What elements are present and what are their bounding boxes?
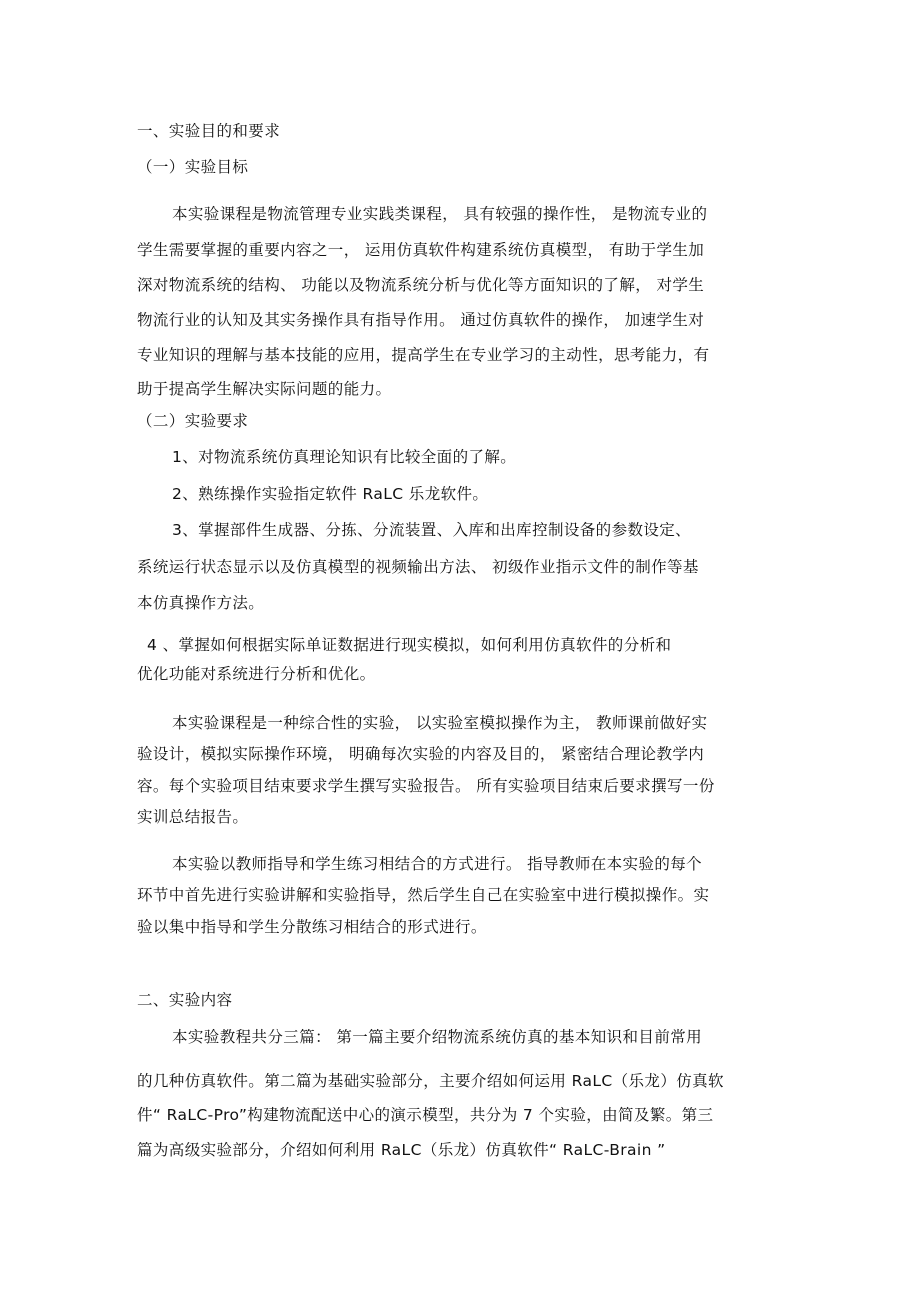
- req-line: 4 、掌握如何根据实际单证数据进行现实模拟，如何利用仿真软件的分析和: [147, 636, 672, 654]
- req-line: 系统运行状态显示以及仿真模型的视频输出方法、 初级作业指示文件的制作等基: [137, 558, 699, 576]
- para-line: 篇为高级实验部分，介绍如何利用 RaLC（乐龙）仿真软件“ RaLC-Brain ”: [137, 1141, 666, 1159]
- para-line: 环节中首先进行实验讲解和实验指导，然后学生自己在实验室中进行模拟操作。实: [137, 886, 710, 904]
- para-line: 本实验课程是物流管理专业实践类课程， 具有较强的操作性， 是物流专业的: [172, 205, 708, 223]
- para-line: 验设计，模拟实际操作环境， 明确每次实验的内容及目的， 紧密结合理论教学内: [137, 745, 705, 763]
- para-line: 学生需要掌握的重要内容之一， 运用仿真软件构建系统仿真模型， 有助于学生加: [137, 241, 705, 259]
- para-line: 件“ RaLC-Pro”构建物流配送中心的演示模型，共分为 7 个实验，由简及繁。第三: [137, 1106, 714, 1124]
- sub2-heading: （二）实验要求: [137, 412, 249, 430]
- sub1-heading: （一）实验目标: [137, 158, 249, 176]
- requirement-2: 2、熟练操作实验指定软件 RaLC 乐龙软件。: [172, 485, 489, 503]
- para-line: 物流行业的认知及其实务操作具有指导作用。 通过仿真软件的操作， 加速学生对: [137, 311, 705, 329]
- section2-heading: 二、实验内容: [137, 991, 233, 1009]
- para-line: 助于提高学生解决实际问题的能力。: [137, 380, 392, 398]
- section1-heading: 一、实验目的和要求: [137, 122, 281, 140]
- para-line: 验以集中指导和学生分散练习相结合的形式进行。: [137, 918, 487, 936]
- para-line: 本实验以教师指导和学生练习相结合的方式进行。 指导教师在本实验的每个: [172, 855, 703, 873]
- req-line: 优化功能对系统进行分析和优化。: [137, 665, 376, 683]
- para-line: 本实验教程共分三篇： 第一篇主要介绍物流系统仿真的基本知识和目前常用: [172, 1028, 703, 1046]
- req-line: 本仿真操作方法。: [137, 594, 265, 612]
- para-line: 实训总结报告。: [137, 808, 249, 826]
- para-line: 专业知识的理解与基本技能的应用，提高学生在专业学习的主动性，思考能力，有: [137, 346, 710, 364]
- requirement-1: 1、对物流系统仿真理论知识有比较全面的了解。: [172, 448, 517, 466]
- para-line: 深对物流系统的结构、 功能以及物流系统分析与优化等方面知识的了解， 对学生: [137, 276, 705, 294]
- para-line: 的几种仿真软件。第二篇为基础实验部分，主要介绍如何运用 RaLC（乐龙）仿真软: [137, 1072, 724, 1090]
- req-line: 3、掌握部件生成器、分拣、分流装置、入库和出库控制设备的参数设定、: [172, 521, 692, 539]
- para-line: 容。每个实验项目结束要求学生撰写实验报告。 所有实验项目结束后要求撰写一份: [137, 777, 715, 795]
- para-line: 本实验课程是一种综合性的实验， 以实验室模拟操作为主， 教师课前做好实: [172, 714, 708, 732]
